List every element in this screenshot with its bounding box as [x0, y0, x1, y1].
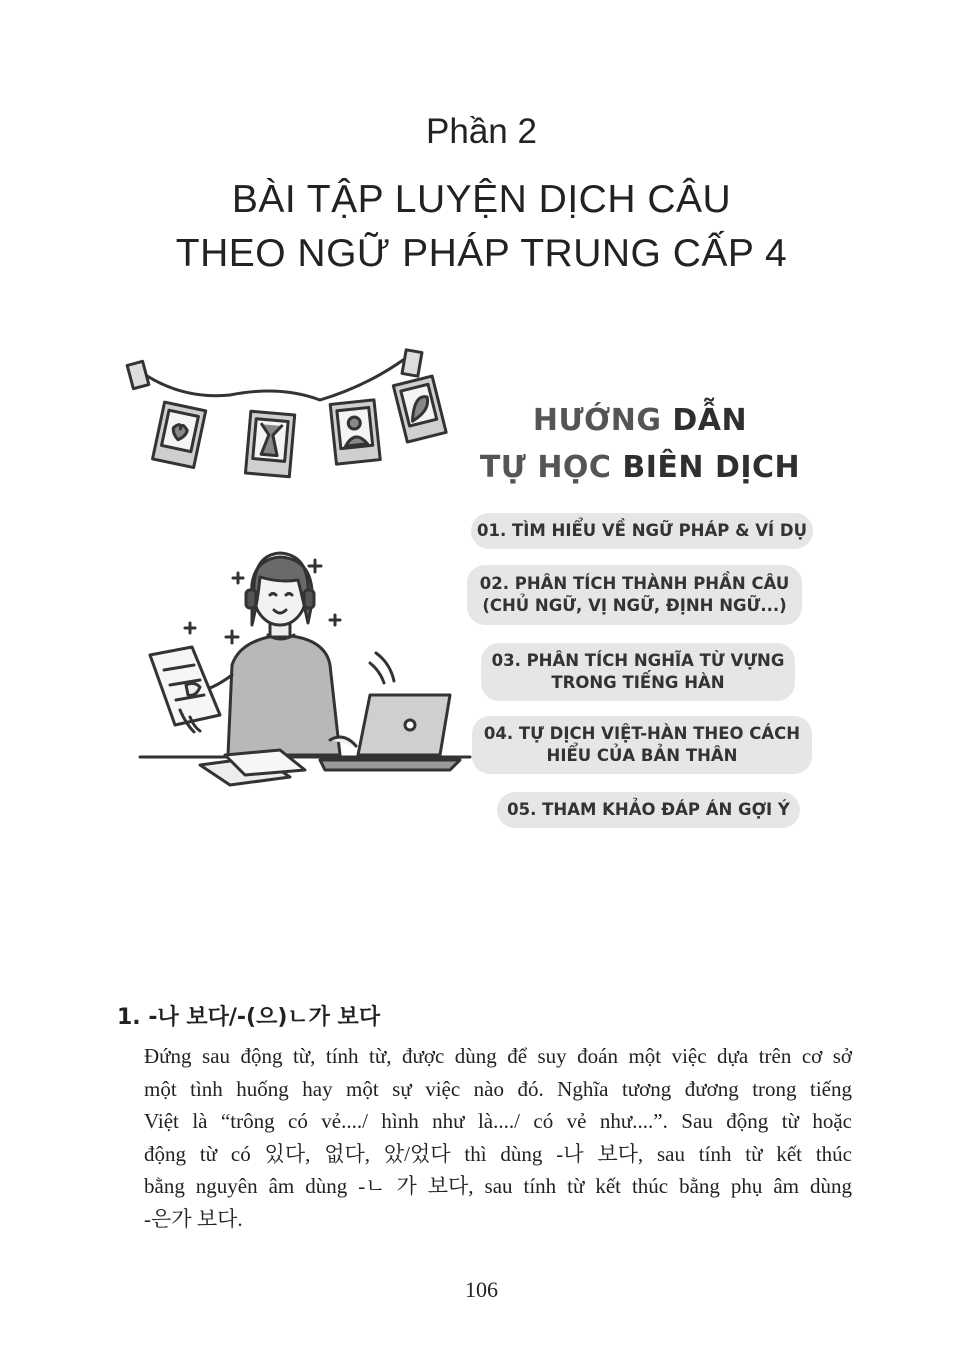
guide-heading-1b: DẪN	[672, 403, 748, 438]
guide-step-3	[481, 643, 795, 701]
guide-step-text: TRONG TIẾNG HÀN	[551, 673, 725, 692]
guide-step-text: 05. THAM KHẢO ĐÁP ÁN GỢI Ý	[507, 800, 790, 819]
guide-step-text: 03. PHÂN TÍCH NGHĨA TỪ VỰNG	[491, 651, 785, 670]
section-heading: 1. -나 보다/-(으)ㄴ가 보다	[117, 1005, 381, 1030]
guide-step-text: HIỂU CỦA BẢN THÂN	[546, 746, 738, 765]
guide-heading-2a: TỰ HỌC	[479, 450, 623, 485]
body-line: bằng nguyên âm dùng -ㄴ 가 보다, sau tính từ kết thúc bằng phụ âm dùng	[144, 1174, 852, 1199]
guide-heading-2b: BIÊN DỊCH	[622, 450, 801, 485]
guide-step-text: 02. PHÂN TÍCH THÀNH PHẦN CÂU	[479, 574, 790, 593]
body-line: -은가 보다.	[144, 1206, 243, 1231]
body-line: Việt là “trông có vẻ..../ hình như là..../ có vẻ như....”. Sau động từ hoặc	[144, 1109, 852, 1134]
guide-step-text: (CHỦ NGỮ, VỊ NGỮ, ĐỊNH NGỮ...)	[482, 596, 787, 615]
study-illustration	[120, 345, 480, 795]
guide-heading-1a: HƯỚNG	[532, 403, 673, 438]
guide-heading-line-2	[470, 450, 810, 485]
page-title-line-1: BÀI TẬP LUYỆN DỊCH CÂU	[231, 178, 732, 221]
page-title-line-2: THEO NGỮ PHÁP TRUNG CẤP 4	[175, 232, 788, 275]
guide-step-5	[497, 792, 800, 828]
part-label: Phần 2	[426, 112, 537, 151]
section-body	[144, 1040, 852, 1236]
body-line: một tình huống hay một sự việc nào đó. Nghĩa tương đương trong tiếng	[144, 1076, 852, 1101]
page-number: 106	[465, 1277, 498, 1302]
body-line: động từ có 있다, 없다, 았/었다 thì dùng -나 보다, sau tính từ kết thúc	[144, 1141, 852, 1166]
guide-step-text: 04. TỰ DỊCH VIỆT-HÀN THEO CÁCH	[483, 724, 801, 743]
body-line: Đứng sau động từ, tính từ, được dùng để suy đoán một việc dựa trên cơ sở	[144, 1044, 852, 1068]
guide-step-text: 01. TÌM HIỂU VỀ NGỮ PHÁP & VÍ DỤ	[477, 521, 807, 540]
guide-step-2	[467, 565, 802, 625]
guide-step-4	[472, 716, 812, 774]
guide-heading-line-1	[470, 403, 810, 438]
guide-step-1	[471, 513, 813, 549]
